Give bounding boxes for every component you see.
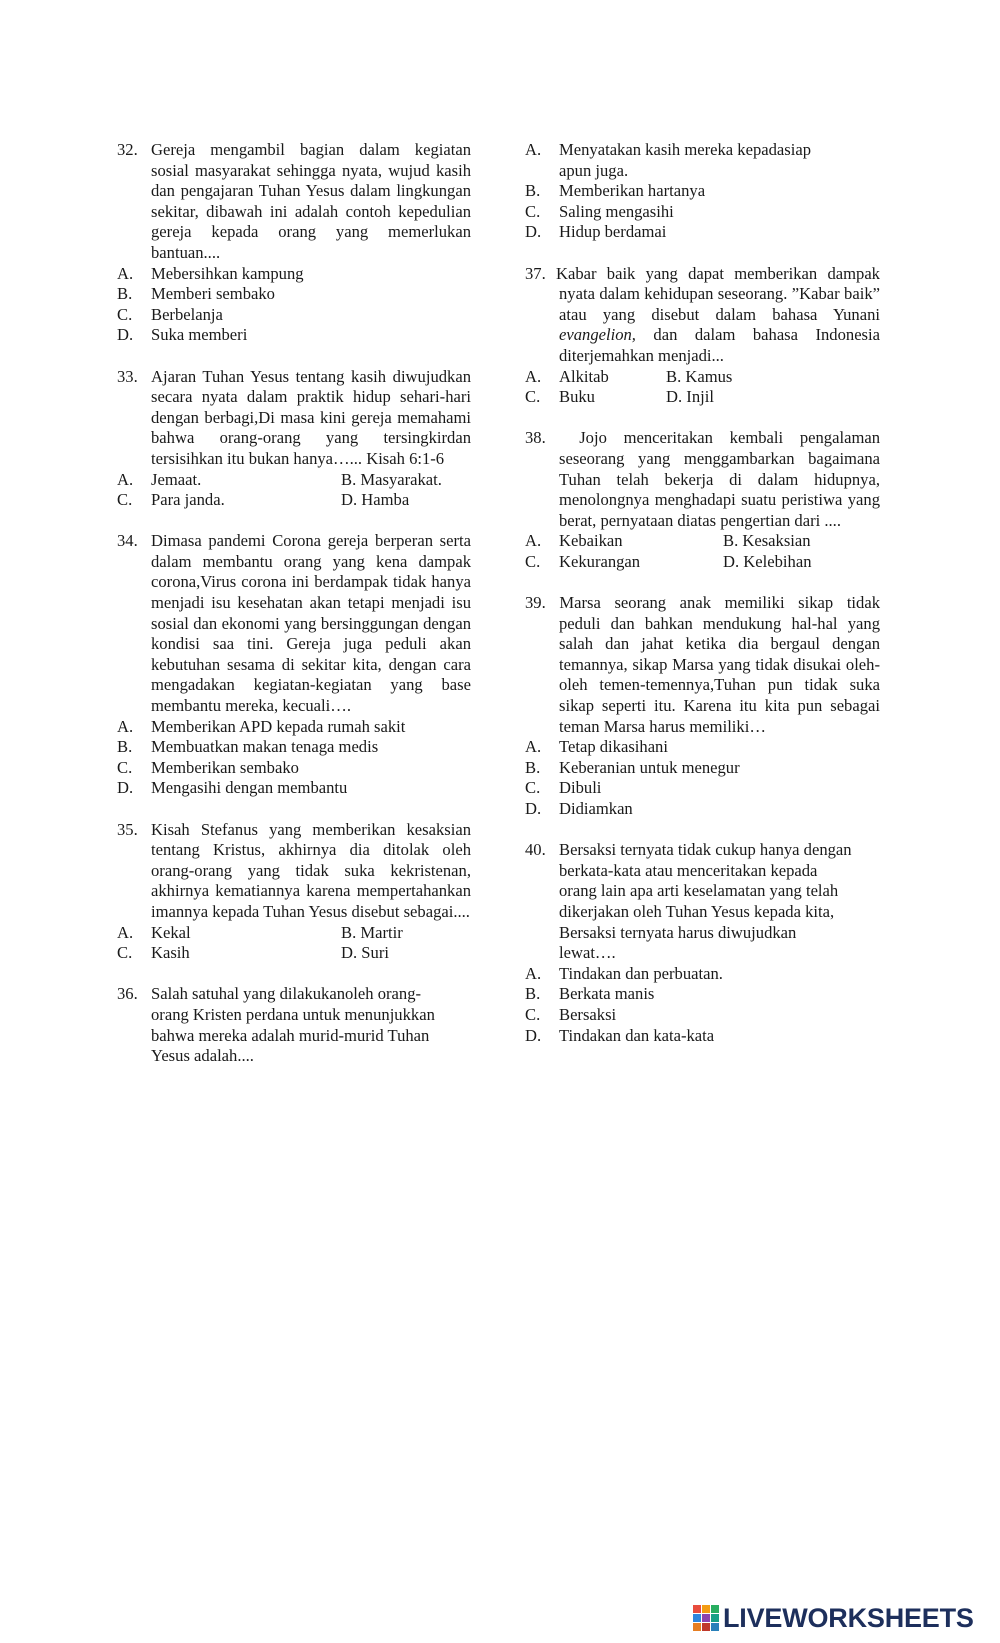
option-c[interactable]: C. Bersaksi [525,1004,617,1024]
option-d[interactable]: D. Didiamkan [525,799,633,818]
question-text-line: orang Kristen perdana untuk menunjukkan [151,1004,435,1024]
question-number: 39. [525,593,546,613]
question-36 [117,984,471,1066]
question-text-line: Salah satuhal yang dilakukanoleh orang- [151,984,422,1004]
option-c[interactable]: C. Kekurangan [525,551,641,571]
question-36-options [525,140,880,243]
question-text-line: Yesus adalah.... [151,1046,254,1066]
option-c[interactable]: C. Berbelanja [117,304,223,324]
question-40 [525,840,880,1046]
option-b[interactable]: B. Berkata manis [525,984,655,1004]
option-c[interactable]: C. Memberikan sembako [117,757,299,777]
question-number: 38. [525,428,546,448]
question-text: Ajaran Tuhan Yesus tentang kasih diwujudkan secara nyata dalam praktik hidup sehari-hari dengan berbagi,Di masa kini gereja memahami bahwa orang-orang yang tersingkirdan tersisihkan itu bukan hanya…... Kisah 6:1-6 [151,366,471,468]
option-a[interactable]: A. Menyatakan kasih mereka kepadasiap apun juga. [525,140,812,180]
question-text: sosial masyarakat sehingga nyata, wujud kasih dan pengajaran Tuhan Yesus dalam lingkungan sekitar, dibawah ini adalah contoh kepedulian gereja kepada orang yang memerlukan bantuan.... [151,160,471,262]
question-text: peduli dan bahkan mendukung hal-hal yang salah dan jahat ketika dia bergaul dengan temannya, sikap Marsa yang tidak disukai oleh-oleh temen-temennya,Tuhan pun tidak suka sikap seperti itu. Karena itu kita pun sebagai teman Marsa harus memiliki… [559,613,880,736]
option-c[interactable]: C. Kasih [117,943,190,963]
option-a[interactable]: A. Kebaikan [525,531,623,551]
logo-grid-icon [693,1605,719,1631]
question-text-line: dikerjakan oleh Tuhan Yesus kepada kita, [559,901,835,921]
option-a[interactable]: A. Mebersihkan kampung [117,263,304,283]
question-text-line: Bersaksi ternyata tidak cukup hanya dengan [559,840,852,860]
option-d[interactable]: D. Suri [341,943,389,963]
option-b[interactable]: B. Kamus [666,366,733,386]
question-number: 34. [117,531,138,551]
question-text-line: lewat…. [559,943,616,963]
question-text: Kisah Stefanus yang memberikan kesaksian tentang Kristus, akhirnya dia ditolak oleh orang-orang yang tidak suka kekristenan, akhirnya kematiannya karena mempertahankan imannya kepada Tuhan Yesus disebut sebagai.... [151,819,471,921]
option-d[interactable]: D. Kelebihan [723,551,812,571]
question-text-line: berkata-kata atau menceritakan kepada [559,860,818,880]
option-b[interactable]: B. Keberanian untuk menegur [525,757,740,777]
question-number: 40. [525,840,546,860]
left-column [117,140,471,1067]
option-d[interactable]: D. Hamba [341,490,410,510]
question-37 [525,264,880,408]
logo-text: LIVEWORKSHEETS [723,1602,974,1633]
option-d[interactable]: D. Mengasihi dengan membantu [117,778,348,798]
option-d[interactable]: D. Hidup berdamai [525,222,667,242]
question-number: 35. [117,819,138,839]
question-number: 36. [117,984,138,1004]
option-d[interactable]: D. Injil [666,387,714,407]
question-39 [525,593,880,820]
option-b[interactable]: B. Memberikan hartanya [525,181,706,201]
option-a[interactable]: A. Tetap dikasihani [525,737,668,757]
question-35 [117,820,471,964]
question-33 [117,367,471,511]
option-a[interactable]: A. Memberikan APD kepada rumah sakit [117,716,406,736]
option-d[interactable]: D. Suka memberi [117,325,248,345]
option-c[interactable]: C. Dibuli [525,778,602,798]
question-text-line: Bersaksi ternyata harus diwujudkan [559,922,797,942]
question-text-line: bahwa mereka adalah murid-murid Tuhan [151,1025,430,1045]
question-text: nyata dalam kehidupan seseorang. ”Kabar baik” atau yang disebut dalam bahasa Yunani evangelion, dan dalam bahasa Indonesia diterjemahkan menjadi... [559,284,880,365]
option-d[interactable]: D. Tindakan dan kata-kata [525,1025,715,1045]
question-text-line: orang lain apa arti keselamatan yang telah [559,881,839,901]
option-c[interactable]: C. Buku [525,387,595,407]
option-a[interactable]: A. Jemaat. [117,469,202,489]
option-b[interactable]: B. Kesaksian [723,531,811,551]
option-a[interactable]: A. Kekal [117,922,191,942]
question-38 [525,428,880,572]
question-number: 32. [117,140,138,159]
question-text: 38. Jojo menceritakan kembali pengalaman [525,428,881,448]
question-number: 37. [525,263,546,283]
question-34 [117,531,471,799]
option-b[interactable]: B. Masyarakat. [341,469,442,489]
question-text: 37. Kabar baik yang dapat memberikan dampak [525,263,880,283]
option-a[interactable]: A. Alkitab [525,366,609,386]
option-b[interactable]: B. Membuatkan makan tenaga medis [117,737,379,757]
liveworksheets-logo[interactable] [693,1603,974,1633]
question-number: 33. [117,366,138,386]
question-text: 39. Marsa seorang anak memiliki sikap tidak [525,593,880,613]
option-b[interactable]: B. Memberi sembako [117,284,275,304]
option-c[interactable]: C. Saling mengasihi [525,201,674,221]
option-a[interactable]: A. Tindakan dan perbuatan. [525,963,723,983]
right-column [525,140,880,1046]
option-b[interactable]: B. Martir [341,922,403,942]
question-text: Dimasa pandemi Corona gereja berperan serta dalam membantu orang yang kena dampak corona,Virus corona ini berdampak tidak hanya menjadi isu kesehatan akan tetapi menjadi isu sosial dan ekonomi yang bersinggungan dengan kondisi saa tini. Gereja juga peduli akan kebutuhan sesama di sekitar kita, dengan cara mengadakan kegiatan-kegiatan yang base membantu mereka, kecuali…. [151,531,471,716]
option-c[interactable]: C. Para janda. [117,490,225,510]
question-32 [117,140,471,346]
question-text: seseorang yang menggambarkan bagaimana Tuhan telah bekerja di dalam hidupnya, menolongnya menghadapi suatu peristiwa yang berat, pernyataan diatas pengertian dari .... [559,448,880,530]
question-text: Gereja mengambil bagian dalam kegiatan [151,140,471,159]
